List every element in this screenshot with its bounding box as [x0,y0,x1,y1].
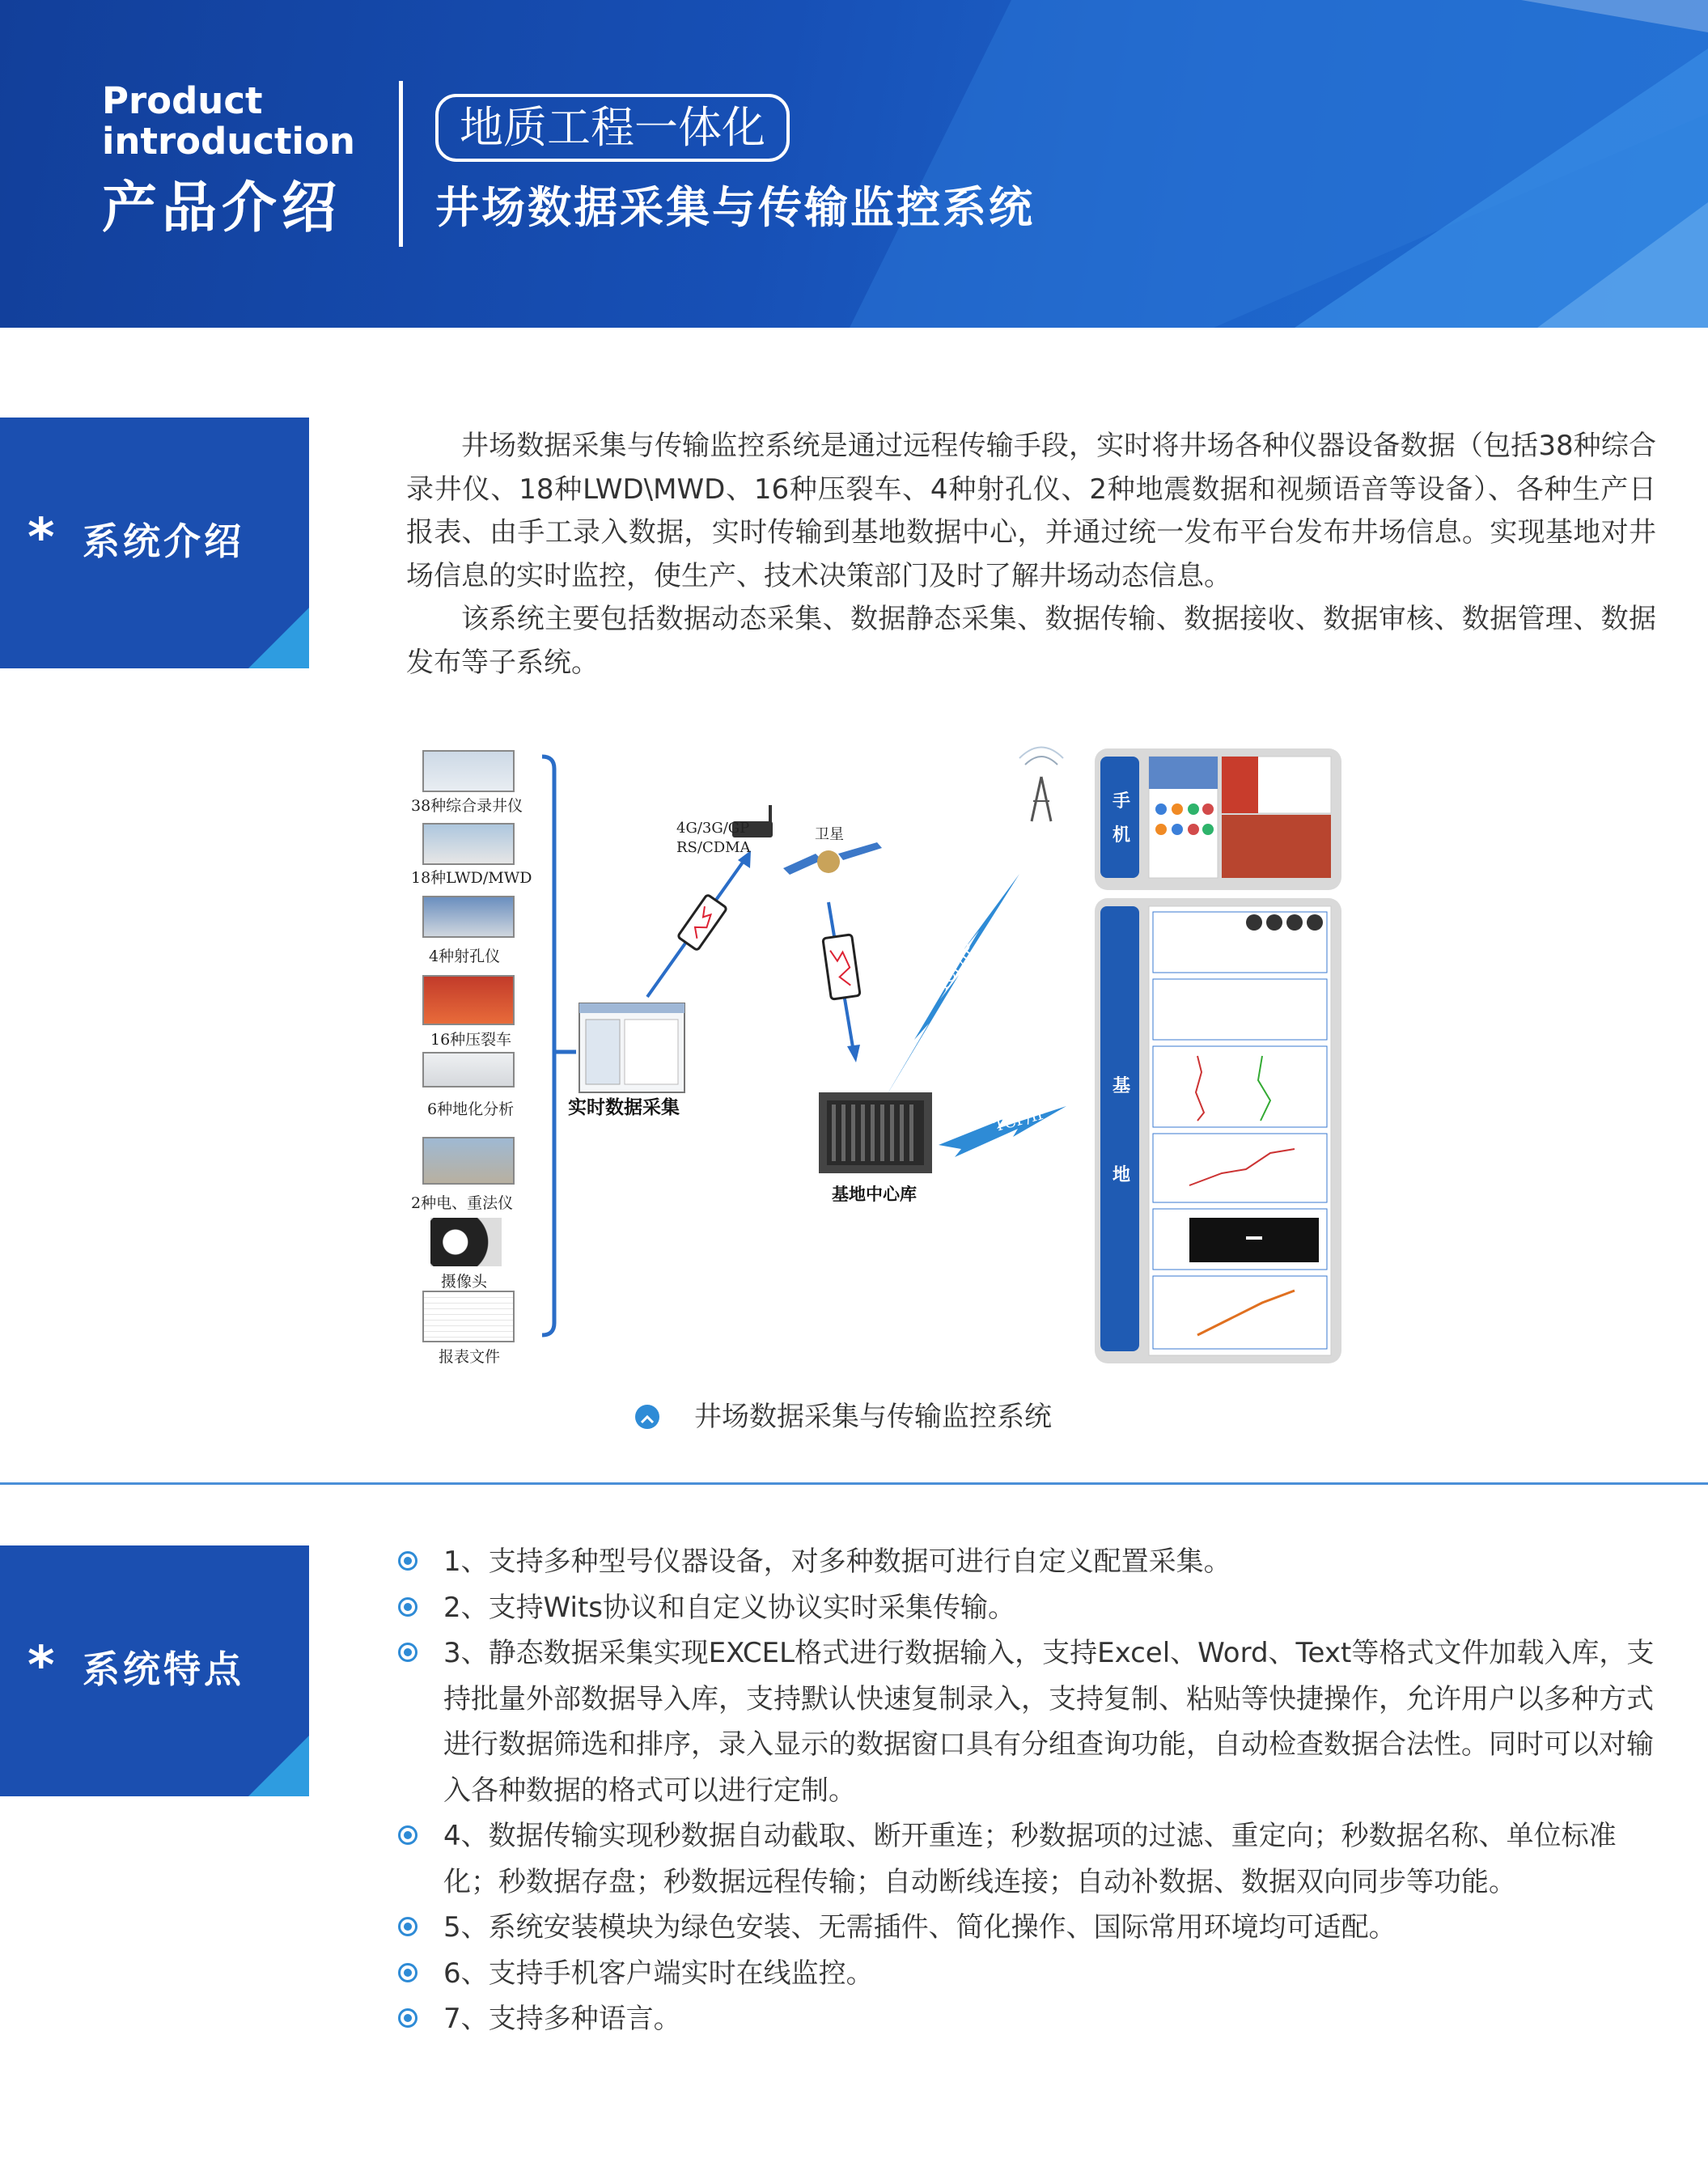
asterisk-icon: * [28,508,55,568]
section-label-features [0,1545,309,1796]
feature-item [398,1539,1664,1585]
device-label: 18种LWD/MWD [411,869,532,887]
feature-item [398,1951,1664,1997]
section-title-features: 系统特点 [83,1647,244,1691]
category-tag: 地质工程一体化 [435,94,790,162]
device-label: 2种电、重法仪 [411,1194,514,1212]
feature-text: 7、支持多种语言。 [443,2003,681,2035]
intro-text [406,425,1656,685]
product-title: 井场数据采集与传输监控系统 [435,182,1035,233]
header-banner [0,0,1708,328]
brand-english [102,81,355,162]
network-label-1: 4G/3G/GP [676,820,750,837]
bullet-icon [398,1825,417,1845]
intro-paragraph-2: 该系统主要包括数据动态采集、数据静态采集、数据传输、数据接收、数据审核、数据管理、数据发布等子系统。 [406,603,1656,679]
brand-en-line2: introduction [102,120,355,163]
feature-text: 2、支持Wits协议和自定义协议实时采集传输。 [443,1591,1015,1624]
bullet-icon [398,1643,417,1662]
datacenter-label: 基地中心库 [832,1185,917,1204]
phone-label-2: 机 [1113,825,1131,846]
section-label-intro [0,418,309,668]
feature-item [398,1996,1664,2042]
device-image [422,1052,515,1088]
intro-paragraph-1: 井场数据采集与传输监控系统是通过远程传输手段，实时将井场各种仪器设备数据（包括38种综合录井仪、18种LWD\MWD、16种压裂车、4种射孔仪、2种地震数据和视频语音等设备）、各种生产日报表、由手工录入数据，实时传输到基地数据中心，并通过统一发布平台发布井场信息。实现基地对井场信息的实时监控，使生产、技术决策部门及时了解井场动态信息。 [406,430,1656,592]
network-label-2: RS/CDMA [676,839,751,856]
system-diagram [388,732,1359,1380]
chevron-up-icon [635,1405,659,1429]
section-divider [0,1482,1708,1485]
corner-decoration [248,1736,309,1796]
feature-text: 1、支持多种型号仪器设备，对多种数据可进行自定义配置采集。 [443,1545,1231,1578]
tcp-label-upper: TCP/IP [933,940,979,995]
diagram-caption [638,1398,1052,1435]
device-image [422,975,515,1025]
feature-list [398,1539,1664,2042]
bullet-icon [398,1551,417,1571]
bullet-icon [398,1963,417,1982]
header-divider [399,81,403,247]
feature-text: 5、系统安装模块为绿色安装、无需插件、简化操作、国际常用环境均可适配。 [443,1911,1396,1944]
device-label: 报表文件 [439,1348,501,1366]
realtime-collection-label: 实时数据采集 [568,1097,680,1118]
feature-item [398,1813,1664,1905]
header-decoration [0,0,1708,328]
caption-text: 井场数据采集与传输监控系统 [694,1401,1052,1433]
feature-text: 3、静态数据采集实现EXCEL格式进行数据输入，支持Excel、Word、Text等格式文件加载入库，支持批量外部数据导入库，支持默认快速复制录入，支持复制、粘贴等快捷操作，允许用户以多种方式进行数据筛选和排序，录入显示的数据窗口具有分组查询功能，自动检查数据合法性。同时可以对输入各种数据的格式可以进行定制。 [443,1637,1655,1807]
feature-text: 4、数据传输实现秒数据自动截取、断开重连；秒数据项的过滤、重定向；秒数据名称、单位标准化；秒数据存盘；秒数据远程传输；自动断线连接；自动补数据、数据双向同步等功能。 [443,1820,1617,1898]
section-title-intro: 系统介绍 [83,519,244,563]
device-label: 16种压裂车 [430,1031,512,1049]
camera-image [430,1218,502,1266]
bullet-icon [398,1597,417,1617]
feature-item [398,1905,1664,1951]
corner-decoration [248,608,309,668]
device-label: 4种射孔仪 [429,948,501,965]
diagram-graphics [388,732,1359,1380]
tcp-label-lower: TCP/IP [992,1104,1049,1136]
feature-text: 6、支持手机客户端实时在线监控。 [443,1957,874,1990]
device-image [422,1137,515,1185]
base-label-2: 地 [1113,1165,1131,1185]
device-label: 6种地化分析 [427,1100,515,1118]
report-image [422,1291,515,1342]
phone-label-1: 手 [1113,791,1131,812]
bullet-icon [398,2008,417,2028]
brand-chinese: 产品介绍 [102,176,342,240]
feature-item [398,1630,1664,1813]
device-label: 摄像头 [441,1273,488,1291]
device-label: 38种综合录井仪 [411,797,523,815]
brand-en-line1: Product [102,79,263,122]
base-label-1: 基 [1113,1076,1131,1096]
feature-item [398,1585,1664,1631]
device-image [422,750,515,792]
device-image [422,896,515,938]
device-image [422,823,515,865]
bullet-icon [398,1917,417,1936]
satellite-label: 卫星 [815,826,844,843]
asterisk-icon: * [28,1636,55,1696]
